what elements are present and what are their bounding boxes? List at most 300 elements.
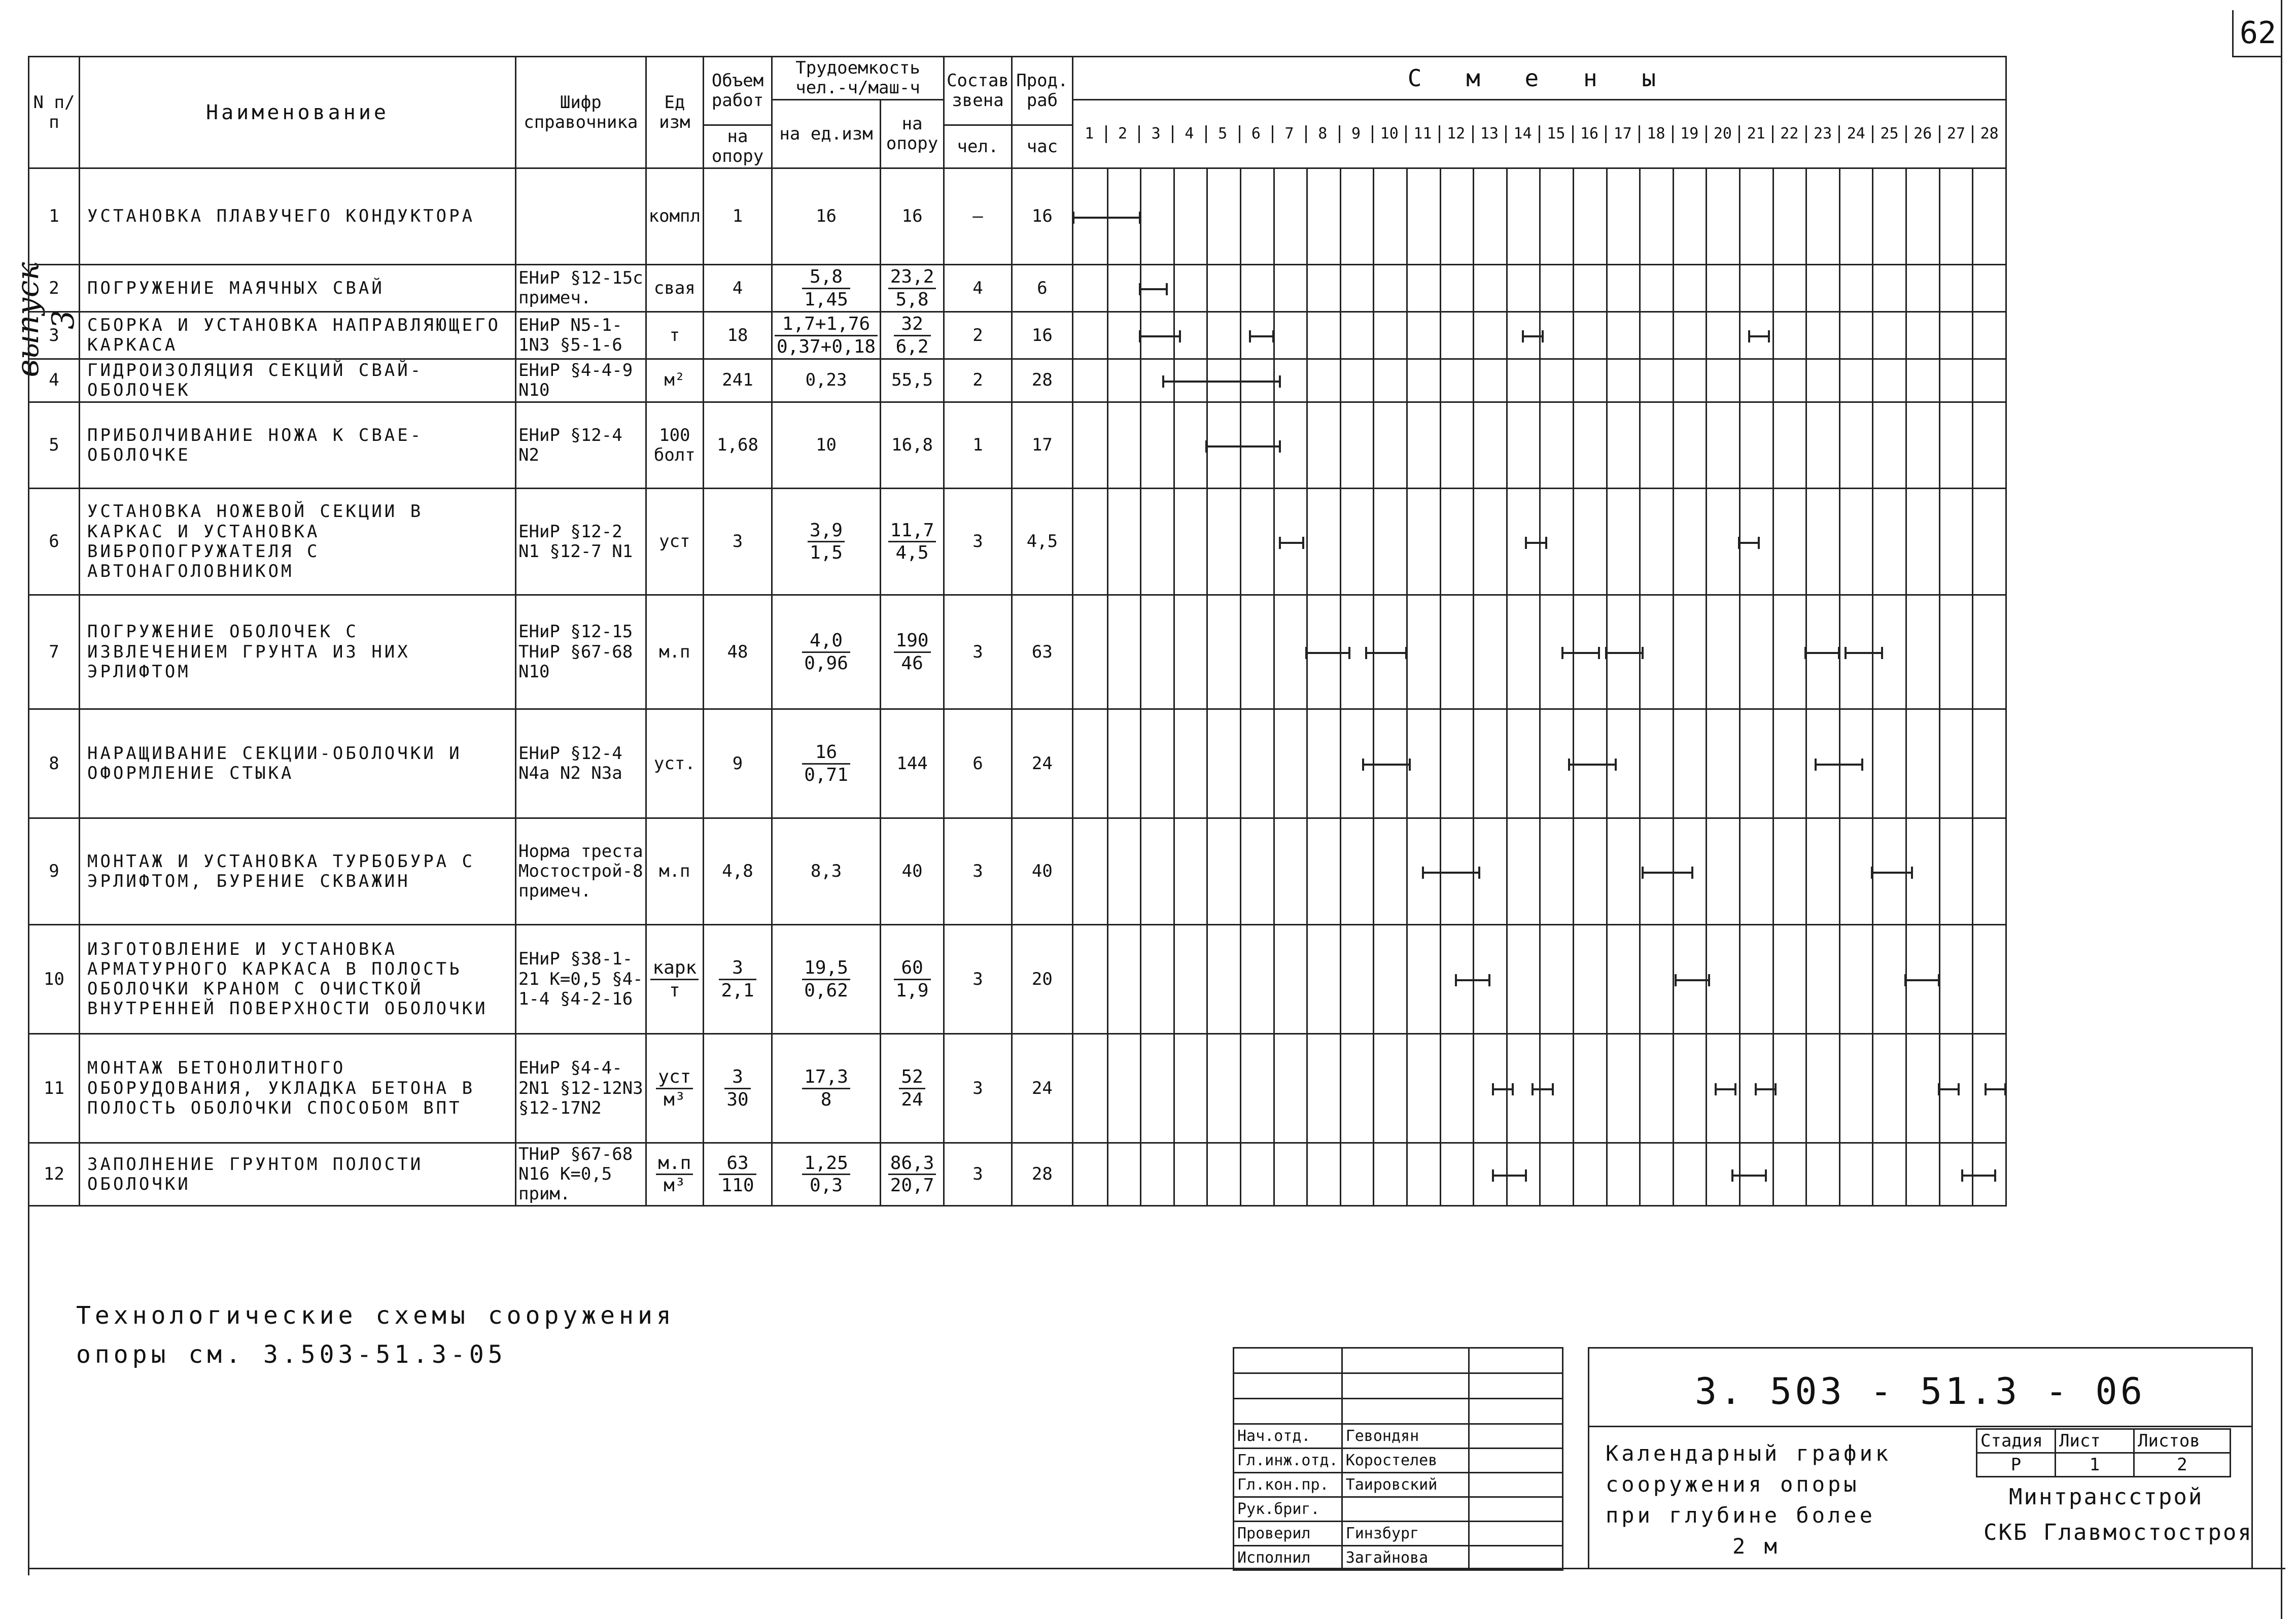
gantt-gridline (1206, 169, 1208, 264)
labor-total-bottom: 20,7 (890, 1175, 934, 1196)
shift-number: 20 (1707, 125, 1741, 143)
gantt-gridline (1240, 489, 1241, 594)
gantt-gridline (1573, 819, 1574, 924)
norm-code: ТНиР §67-68 N16 К=0,5 прим. (516, 1143, 646, 1206)
gantt-gridline (1473, 313, 1474, 358)
gantt-cell (1072, 1034, 2006, 1143)
gantt-gridline (1739, 1035, 1741, 1142)
gantt-gridline (1772, 710, 1774, 817)
gantt-gridline (1340, 1035, 1341, 1142)
shift-number: 27 (1940, 125, 1974, 143)
labor-unit-bottom: 0,3 (810, 1175, 843, 1196)
gantt-gridline (1506, 169, 1508, 264)
gantt-gridline (1939, 710, 1940, 817)
work-name: МОНТАЖ И УСТАНОВКА ТУРБОБУРА С ЭРЛИФТОМ, БУРЕНИЕ СКВАЖИН (80, 818, 516, 925)
work-name: ГИДРОИЗОЛЯЦИЯ СЕКЦИЙ СВАЙ-ОБОЛОЧЕК (80, 359, 516, 402)
gantt-gridline (1440, 313, 1441, 358)
header-code: Шифр справочника (516, 57, 646, 168)
gantt-gridline (1905, 596, 1907, 708)
gantt-gridline (1306, 489, 1308, 594)
gantt-gridline (1673, 489, 1674, 594)
gantt-gridline (1639, 710, 1641, 817)
crew-size: 6 (944, 709, 1012, 818)
volume-top: 63 (719, 1153, 756, 1175)
gantt-gridline (1772, 403, 1774, 488)
labor-total-bottom: 4,5 (895, 542, 929, 564)
gantt-gridline (1107, 819, 1108, 924)
gantt-gridline (1706, 819, 1707, 924)
row-number: 2 (29, 265, 80, 312)
gantt-gridline (1373, 360, 1374, 401)
labor-total-bottom: 1,9 (895, 980, 929, 1001)
duration-hours: 63 (1012, 595, 1072, 709)
stage-value: Р (1977, 1453, 2056, 1477)
gantt-gridline (1739, 925, 1741, 1033)
gantt-gridline (1306, 710, 1308, 817)
gantt-cell (1072, 1143, 2006, 1206)
unit-fraction (656, 1153, 693, 1196)
gantt-bar (1206, 445, 1279, 447)
volume-bottom: 30 (726, 1089, 749, 1110)
volume: 4 (704, 265, 772, 312)
gantt-gridline (1839, 169, 1840, 264)
gantt-gridline (1539, 1144, 1541, 1205)
gantt-gridline (1872, 489, 1873, 594)
gantt-gridline (1206, 819, 1208, 924)
gantt-gridline (1506, 265, 1508, 311)
shift-number: 15 (1540, 125, 1574, 143)
gantt-track (1073, 489, 2005, 594)
gantt-gridline (1173, 819, 1175, 924)
gantt-gridline (1440, 360, 1441, 401)
gantt-gridline (1173, 1035, 1175, 1142)
header-volume: Объем работ (704, 57, 772, 125)
work-name: УСТАНОВКА ПЛАВУЧЕГО КОНДУКТОРА (80, 168, 516, 265)
unit: т (646, 312, 703, 359)
gantt-gridline (1440, 265, 1441, 311)
crew-size: 3 (944, 925, 1012, 1034)
duration-hours: 16 (1012, 312, 1072, 359)
gantt-bar (1816, 764, 1862, 766)
signature (1469, 1546, 1562, 1570)
gantt-gridline (1872, 1035, 1873, 1142)
gantt-gridline (1240, 265, 1241, 311)
gantt-gridline (1639, 1035, 1641, 1142)
gantt-gridline (1706, 313, 1707, 358)
gantt-gridline (1805, 265, 1807, 311)
shift-number: 24 (1840, 125, 1873, 143)
volume (704, 1034, 772, 1143)
gantt-cell (1072, 265, 2006, 312)
gantt-bar (1756, 1088, 1776, 1090)
gantt-track (1073, 169, 2005, 264)
gantt-gridline (1539, 169, 1541, 264)
gantt-gridline (1573, 313, 1574, 358)
gantt-bar (1739, 542, 1759, 544)
unit-top: карк (650, 957, 699, 980)
gantt-gridline (1273, 710, 1275, 817)
work-name: ИЗГОТОВЛЕНИЕ И УСТАНОВКА АРМАТУРНОГО КАРКАСА В ПОЛОСТЬ ОБОЛОЧКИ КРАНОМ С ОЧИСТКОЙ ВНУТРЕННЕЙ ПОВЕРХНОСТИ ОБОЛОЧКИ (80, 925, 516, 1034)
gantt-gridline (1939, 403, 1940, 488)
volume: 1,68 (704, 402, 772, 489)
gantt-gridline (1905, 1144, 1907, 1205)
duration-hours: 4,5 (1012, 489, 1072, 595)
shift-number: 25 (1873, 125, 1907, 143)
labor-total-bottom: 24 (901, 1089, 923, 1110)
gantt-gridline (1839, 819, 1840, 924)
sheets-label: Листов (2134, 1429, 2231, 1453)
gantt-gridline (1805, 403, 1807, 488)
gantt-gridline (1706, 403, 1707, 488)
gantt-gridline (1373, 819, 1374, 924)
gantt-gridline (1972, 403, 1973, 488)
gantt-gridline (1739, 265, 1741, 311)
duration-hours: 16 (1012, 168, 1072, 265)
title-line-2: сооружения опоры (1606, 1471, 1860, 1497)
gantt-gridline (1406, 360, 1408, 401)
signature (1469, 1449, 1562, 1473)
gantt-gridline (1939, 819, 1940, 924)
gantt-gridline (1639, 403, 1641, 488)
gantt-gridline (1606, 265, 1608, 311)
row-number: 4 (29, 359, 80, 402)
volume-top: 3 (719, 957, 756, 980)
unit-bottom: т (669, 980, 680, 1001)
gantt-gridline (1340, 1144, 1341, 1205)
gantt-gridline (1140, 925, 1141, 1033)
gantt-gridline (1473, 1035, 1474, 1142)
labor-total (881, 489, 944, 595)
labor-total-top: 11,7 (888, 520, 936, 542)
gantt-gridline (1905, 265, 1907, 311)
gantt-gridline (1706, 169, 1707, 264)
table-row (29, 1143, 2006, 1206)
unit (646, 1143, 703, 1206)
gantt-track (1073, 313, 2005, 358)
gantt-gridline (1805, 313, 1807, 358)
header-duration: Прод. раб (1012, 57, 1072, 125)
unit: уст (646, 489, 703, 595)
gantt-gridline (1140, 1144, 1141, 1205)
header-unit: Ед изм (646, 57, 703, 168)
labor-total-fraction (888, 1153, 936, 1196)
sheet-label: Лист (2056, 1429, 2134, 1453)
signature (1469, 1473, 1562, 1497)
crew-size: 4 (944, 265, 1012, 312)
gantt-gridline (1673, 710, 1674, 817)
header-volume-sub: на опору (704, 125, 772, 168)
gantt-gridline (1606, 1144, 1608, 1205)
gantt-gridline (1340, 819, 1341, 924)
volume: 4,8 (704, 818, 772, 925)
labor-unit-top: 16 (802, 742, 850, 764)
labor-unit-bottom: 8 (820, 1089, 832, 1110)
gantt-gridline (1506, 596, 1508, 708)
gantt-gridline (1639, 489, 1641, 594)
gantt-gridline (1673, 313, 1674, 358)
gantt-gridline (1872, 403, 1873, 488)
schedule-table (28, 56, 2007, 1207)
gantt-gridline (1140, 1035, 1141, 1142)
gantt-gridline (1972, 360, 1973, 401)
volume (704, 1143, 772, 1206)
work-name: ЗАПОЛНЕНИЕ ГРУНТОМ ПОЛОСТИ ОБОЛОЧКИ (80, 1143, 516, 1206)
gantt-gridline (1373, 313, 1374, 358)
gantt-gridline (1739, 360, 1741, 401)
shift-number: 4 (1173, 125, 1207, 143)
gantt-bar (1250, 335, 1273, 337)
shift-number: 8 (1307, 125, 1340, 143)
gantt-gridline (1872, 265, 1873, 311)
gantt-gridline (1972, 489, 1973, 594)
gantt-track (1073, 819, 2005, 924)
gantt-bar (1533, 1088, 1552, 1090)
gantt-gridline (1240, 169, 1241, 264)
gantt-gridline (1606, 360, 1608, 401)
shift-numbers-row (1072, 100, 2006, 168)
table-row (29, 168, 2006, 265)
row-number: 12 (29, 1143, 80, 1206)
gantt-gridline (1340, 360, 1341, 401)
work-name: СБОРКА И УСТАНОВКА НАПРАВЛЯЮЩЕГО КАРКАСА (80, 312, 516, 359)
gantt-gridline (1872, 925, 1873, 1033)
gantt-gridline (1805, 169, 1807, 264)
crew-size: 3 (944, 1143, 1012, 1206)
gantt-gridline (1107, 710, 1108, 817)
gantt-gridline (1805, 1144, 1807, 1205)
duration-hours: 24 (1012, 1034, 1072, 1143)
shift-number: 21 (1740, 125, 1773, 143)
gantt-gridline (1107, 313, 1108, 358)
gantt-gridline (1639, 265, 1641, 311)
gantt-gridline (1606, 313, 1608, 358)
gantt-gridline (1173, 596, 1175, 708)
gantt-gridline (1772, 925, 1774, 1033)
work-name: УСТАНОВКА НОЖЕВОЙ СЕКЦИИ В КАРКАС И УСТАНОВКА ВИБРОПОГРУЖАТЕЛЯ С АВТОНАГОЛОВНИКОМ (80, 489, 516, 595)
row-number: 3 (29, 312, 80, 359)
labor-total-fraction (894, 957, 931, 1001)
shift-number: 2 (1107, 125, 1140, 143)
gantt-gridline (1440, 1144, 1441, 1205)
crew-size: 3 (944, 818, 1012, 925)
gantt-gridline (1173, 489, 1175, 594)
header-labor-total: на опору (881, 100, 944, 168)
title-line-4: 2 м (1732, 1533, 1780, 1559)
gantt-gridline (1306, 360, 1308, 401)
gantt-track (1073, 596, 2005, 708)
labor-unit-fraction (802, 1153, 850, 1196)
gantt-gridline (1905, 710, 1907, 817)
gantt-gridline (1539, 819, 1541, 924)
gantt-gridline (1639, 169, 1641, 264)
labor-unit (772, 1143, 881, 1206)
header-labor: Трудоемкость чел.-ч/маш-ч (772, 57, 944, 100)
volume: 9 (704, 709, 772, 818)
row-number: 1 (29, 168, 80, 265)
labor-unit (772, 1034, 881, 1143)
norm-code: ЕНиР §4-4-2N1 §12-12N3 §12-17N2 (516, 1034, 646, 1143)
shift-number: 13 (1474, 125, 1507, 143)
labor-total-fraction (888, 520, 936, 564)
gantt-gridline (1473, 169, 1474, 264)
labor-unit-top: 1,25 (802, 1153, 850, 1175)
gantt-gridline (1739, 403, 1741, 488)
gantt-gridline (1573, 169, 1574, 264)
shift-number: 18 (1640, 125, 1674, 143)
unit: м.п (646, 595, 703, 709)
gantt-gridline (1140, 360, 1141, 401)
gantt-gridline (1206, 596, 1208, 708)
work-name: МОНТАЖ БЕТОНОЛИТНОГО ОБОРУДОВАНИЯ, УКЛАДКА БЕТОНА В ПОЛОСТЬ ОБОЛОЧКИ СПОСОБОМ ВПТ (80, 1034, 516, 1143)
gantt-gridline (1107, 1144, 1108, 1205)
gantt-cell (1072, 359, 2006, 402)
organization-2: СКБ Главмостостроя (1984, 1520, 2253, 1545)
shift-number: 19 (1674, 125, 1707, 143)
page-number: 62 (2232, 10, 2282, 57)
note-line-2: опоры см. 3.503-51.3-05 (76, 1340, 507, 1369)
gantt-gridline (1905, 169, 1907, 264)
labor-total-top: 32 (894, 314, 931, 336)
document-title (1606, 1438, 1891, 1562)
gantt-gridline (1140, 403, 1141, 488)
gantt-gridline (1173, 403, 1175, 488)
gantt-gridline (1506, 313, 1508, 358)
gantt-gridline (1273, 489, 1275, 594)
gantt-gridline (1905, 489, 1907, 594)
labor-unit: 8,3 (772, 818, 881, 925)
gantt-gridline (1406, 925, 1408, 1033)
work-name: ПРИБОЛЧИВАНИЕ НОЖА К СВАЕ-ОБОЛОЧКЕ (80, 402, 516, 489)
gantt-gridline (1206, 265, 1208, 311)
person-name (1342, 1497, 1469, 1522)
shift-number: 11 (1407, 125, 1440, 143)
row-number: 10 (29, 925, 80, 1034)
unit: м.п (646, 818, 703, 925)
gantt-gridline (1739, 710, 1741, 817)
labor-unit-fraction (808, 520, 845, 564)
gantt-gridline (1306, 169, 1308, 264)
volume: 18 (704, 312, 772, 359)
gantt-gridline (1340, 403, 1341, 488)
crew-size: 1 (944, 402, 1012, 489)
crew-size: 2 (944, 359, 1012, 402)
gantt-gridline (1539, 925, 1541, 1033)
gantt-gridline (1673, 360, 1674, 401)
table-row (29, 925, 2006, 1034)
gantt-gridline (1440, 1035, 1441, 1142)
header-num: N п/п (29, 57, 80, 168)
gantt-gridline (1306, 819, 1308, 924)
gantt-gridline (1972, 819, 1973, 924)
gantt-gridline (1107, 596, 1108, 708)
work-name: ПОГРУЖЕНИЕ МАЯЧНЫХ СВАЙ (80, 265, 516, 312)
labor-unit-bottom: 0,71 (804, 764, 848, 785)
gantt-gridline (1939, 596, 1940, 708)
gantt-gridline (1939, 313, 1940, 358)
shift-number: 14 (1507, 125, 1540, 143)
labor-total-top: 23,2 (888, 266, 936, 289)
gantt-gridline (1473, 596, 1474, 708)
shift-number: 26 (1907, 125, 1940, 143)
row-number: 6 (29, 489, 80, 595)
table-row (29, 489, 2006, 595)
gantt-gridline (1240, 819, 1241, 924)
gantt-gridline (1340, 925, 1341, 1033)
document-code: 3. 503 - 51.3 - 06 (1694, 1370, 2146, 1413)
shift-number: 23 (1807, 125, 1840, 143)
gantt-gridline (1772, 360, 1774, 401)
gantt-gridline (1872, 360, 1873, 401)
gantt-gridline (1273, 596, 1275, 708)
gantt-gridline (1606, 1035, 1608, 1142)
gantt-gridline (1706, 489, 1707, 594)
person-name: Гинзбург (1342, 1522, 1469, 1546)
gantt-gridline (1839, 1035, 1840, 1142)
labor-total-top: 190 (894, 630, 931, 652)
duration-hours: 24 (1012, 709, 1072, 818)
title-line-1: Календарный график (1606, 1441, 1892, 1466)
gantt-gridline (1739, 313, 1741, 358)
labor-unit-fraction (775, 314, 878, 357)
header-crew: Состав звена (944, 57, 1012, 125)
gantt-gridline (1706, 710, 1707, 817)
labor-unit (772, 489, 881, 595)
gantt-gridline (1373, 925, 1374, 1033)
duration-hours: 28 (1012, 359, 1072, 402)
gantt-gridline (1772, 265, 1774, 311)
norm-code: ЕНиР N5-1-1N3 §5-1-6 (516, 312, 646, 359)
gantt-gridline (1140, 596, 1141, 708)
title-block-top-line (1588, 1347, 2252, 1349)
gantt-bar (1805, 652, 1839, 654)
labor-unit-top: 5,8 (802, 266, 850, 289)
gantt-bar (1676, 979, 1709, 981)
gantt-cell (1072, 168, 2006, 265)
row-number: 9 (29, 818, 80, 925)
gantt-gridline (1972, 596, 1973, 708)
labor-total-fraction (888, 266, 936, 310)
gantt-gridline (1406, 403, 1408, 488)
gantt-gridline (1739, 819, 1741, 924)
work-name: ПОГРУЖЕНИЕ ОБОЛОЧЕК С ИЗВЛЕЧЕНИЕМ ГРУНТА ИЗ НИХ ЭРЛИФТОМ (80, 595, 516, 709)
labor-unit (772, 925, 881, 1034)
gantt-bar (1749, 335, 1769, 337)
gantt-gridline (1506, 489, 1508, 594)
unit-fraction (656, 1066, 693, 1110)
gantt-gridline (1673, 169, 1674, 264)
gantt-gridline (1273, 169, 1275, 264)
gantt-bar (1140, 288, 1166, 290)
gantt-gridline (1839, 360, 1840, 401)
gantt-gridline (1406, 1035, 1408, 1142)
unit (646, 925, 703, 1034)
gantt-gridline (1173, 169, 1175, 264)
gantt-bar (1962, 1175, 1996, 1177)
gantt-gridline (1506, 925, 1508, 1033)
gantt-cell (1072, 925, 2006, 1034)
gantt-track (1073, 710, 2005, 817)
gantt-gridline (1573, 360, 1574, 401)
gantt-gridline (1805, 360, 1807, 401)
gantt-gridline (1839, 1144, 1840, 1205)
gantt-gridline (1440, 489, 1441, 594)
organization-1: Минтрансстрой (2009, 1484, 2204, 1510)
gantt-gridline (1107, 265, 1108, 311)
unit: свая (646, 265, 703, 312)
gantt-gridline (1273, 925, 1275, 1033)
gantt-gridline (1706, 360, 1707, 401)
gantt-cell (1072, 402, 2006, 489)
